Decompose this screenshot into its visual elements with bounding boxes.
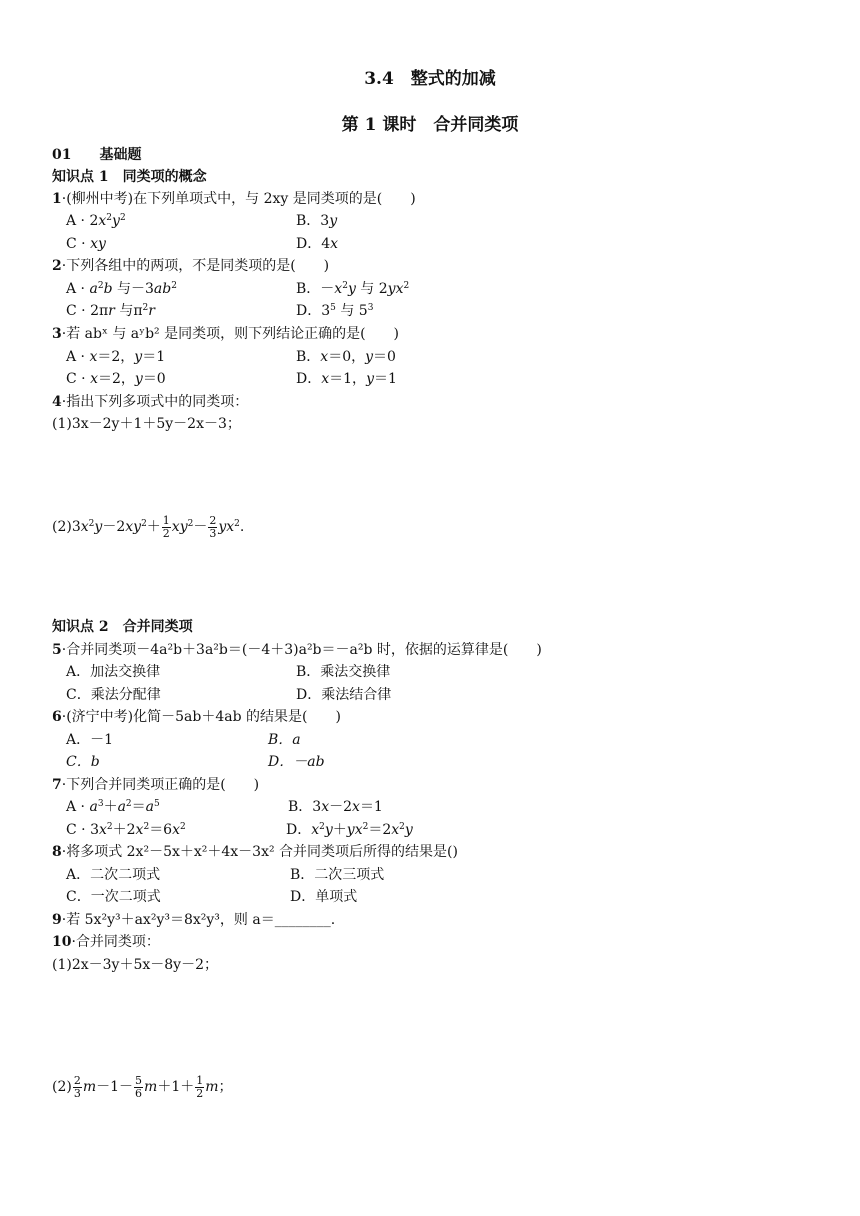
- question-number: 7: [52, 777, 62, 793]
- option-d: [268, 753, 325, 771]
- option-d: D．$x^2y+yx^2=2x^2y$: [286, 822, 413, 838]
- part-label: (2): [52, 1079, 72, 1095]
- question-number: 9: [52, 912, 62, 928]
- separator: ·: [71, 934, 76, 950]
- option-b: B．$-x^2y$ 与 $2yx^2$: [296, 281, 410, 297]
- knowledge-point-2-title: 知识点 2 合并同类项: [52, 619, 193, 635]
- option-a: $A \cdot a^3+a^2=a^5$: [66, 799, 160, 815]
- question-number: 8: [52, 844, 62, 860]
- fraction: $\frac{2}{3}$: [209, 513, 217, 540]
- option-c: [66, 753, 100, 771]
- separator: ·: [61, 844, 67, 860]
- option-b: B．乘法交换律: [296, 664, 391, 680]
- question-4: [52, 393, 248, 411]
- question-9: [52, 911, 335, 929]
- separator: ·: [61, 394, 67, 410]
- option-c: C．一次二项式: [66, 889, 161, 905]
- question-number: 5: [52, 642, 62, 658]
- part-label: (2): [52, 519, 72, 535]
- option-c: C．乘法分配律: [66, 687, 161, 703]
- option-c: $C \cdot 3x^2+2x^2=6x^2$: [66, 822, 186, 838]
- question-5: [52, 641, 542, 659]
- question-text: 合并同类项：: [75, 934, 160, 950]
- option-c: C · x＝2，y＝0: [66, 371, 166, 387]
- question-text: 将多项式 2x²－5x＋x²＋4x－3x² 合并同类项后所得的结果是(): [66, 844, 458, 860]
- fraction: $\frac{1}{2}$: [162, 513, 170, 540]
- option-b: B．二次三项式: [290, 867, 385, 883]
- question-text: 下列各组中的两项，不是同类项的是( ): [66, 258, 330, 274]
- question-text: 指出下列多项式中的同类项：: [66, 394, 249, 410]
- option-a: A．－1: [66, 732, 114, 748]
- question-text: 下列合并同类项正确的是( ): [66, 777, 260, 793]
- question-10: [52, 933, 160, 951]
- question-number: 4: [52, 394, 62, 410]
- option-b: [268, 731, 301, 749]
- question-4-part-1: (1)3x－2y＋1＋5y－2x－3；: [52, 416, 241, 432]
- separator: ·: [61, 709, 67, 725]
- question-number: 1: [52, 191, 62, 207]
- option-text: D．－ab: [268, 754, 325, 770]
- option-d: D．4x: [296, 236, 339, 252]
- option-d: D．单项式: [290, 889, 358, 905]
- option-d: D．x＝1，y＝1: [296, 371, 397, 387]
- question-4-part-2: $(2)3x^2y-2xy^2+$ $\frac{1}{2}$ $xy^2-$ $\frac{2}{3}$ $yx^2$.: [52, 513, 245, 540]
- question-6: [52, 708, 341, 726]
- option-a: $A \cdot a^2b$ 与$-3ab^2$: [66, 281, 177, 297]
- option-b: B．3y: [296, 213, 338, 229]
- question-number: 2: [52, 258, 62, 274]
- option-a: $A \cdot 2x^2y^2$: [66, 213, 126, 229]
- separator: ·: [61, 777, 67, 793]
- question-3: [52, 325, 399, 343]
- fraction: $\frac{5}{6}$: [135, 1073, 143, 1100]
- separator: ·: [61, 642, 67, 658]
- fraction: $\frac{1}{2}$: [196, 1073, 204, 1100]
- question-number: 10: [52, 934, 72, 950]
- separator: ·: [61, 912, 67, 928]
- question-10-part-2: (2) $\frac{2}{3}$ m－1－ $\frac{5}{6}$ m＋1＋ $\frac{1}{2}$ m；: [52, 1073, 233, 1100]
- question-text: (柳州中考)在下列单项式中，与 2xy 是同类项的是( ): [66, 191, 416, 207]
- question-7: [52, 776, 259, 794]
- separator: ·: [61, 258, 67, 274]
- question-2: [52, 257, 329, 275]
- option-text: C．b: [66, 754, 100, 770]
- option-d: D．乘法结合律: [296, 687, 392, 703]
- separator: ·: [61, 326, 67, 342]
- option-d: D．$3^5$ 与 $5^3$: [296, 303, 374, 319]
- question-1: [52, 190, 416, 208]
- question-text: 若 5x²y³＋ax²y³＝8x²y³，则 a＝________.: [66, 912, 336, 928]
- question-8: [52, 843, 458, 861]
- question-text: 若 abˣ 与 aʸb² 是同类项，则下列结论正确的是( ): [66, 326, 400, 342]
- option-text: B．a: [268, 732, 301, 748]
- option-a: A．二次二项式: [66, 867, 161, 883]
- separator: ·: [61, 191, 67, 207]
- question-text: 合并同类项－4a²b＋3a²b＝(－4＋3)a²b＝－a²b 时，依据的运算律是( ): [66, 642, 542, 658]
- question-10-part-1: (1)2x－3y＋5x－8y－2；: [52, 957, 218, 973]
- option-c: C · 2πr 与$\pi^2r$: [66, 303, 155, 319]
- question-number: 6: [52, 709, 62, 725]
- option-b: B．x＝0，y＝0: [296, 349, 396, 365]
- lesson-title: 第 1 课时 合并同类项: [341, 115, 519, 135]
- option-a: A．加法交换律: [66, 664, 161, 680]
- knowledge-point-1-title: 知识点 1 同类项的概念: [52, 169, 207, 185]
- question-number: 3: [52, 326, 62, 342]
- fraction: $\frac{2}{3}$: [73, 1073, 81, 1100]
- section-title: 3.4 整式的加减: [364, 69, 496, 89]
- option-b: B．3x－2x＝1: [288, 799, 383, 815]
- option-a: A · x＝2，y＝1: [66, 349, 166, 365]
- section-label: 01 基础题: [52, 147, 142, 163]
- option-c: C · xy: [66, 236, 106, 252]
- question-text: (济宁中考)化简－5ab＋4ab 的结果是( ): [66, 709, 341, 725]
